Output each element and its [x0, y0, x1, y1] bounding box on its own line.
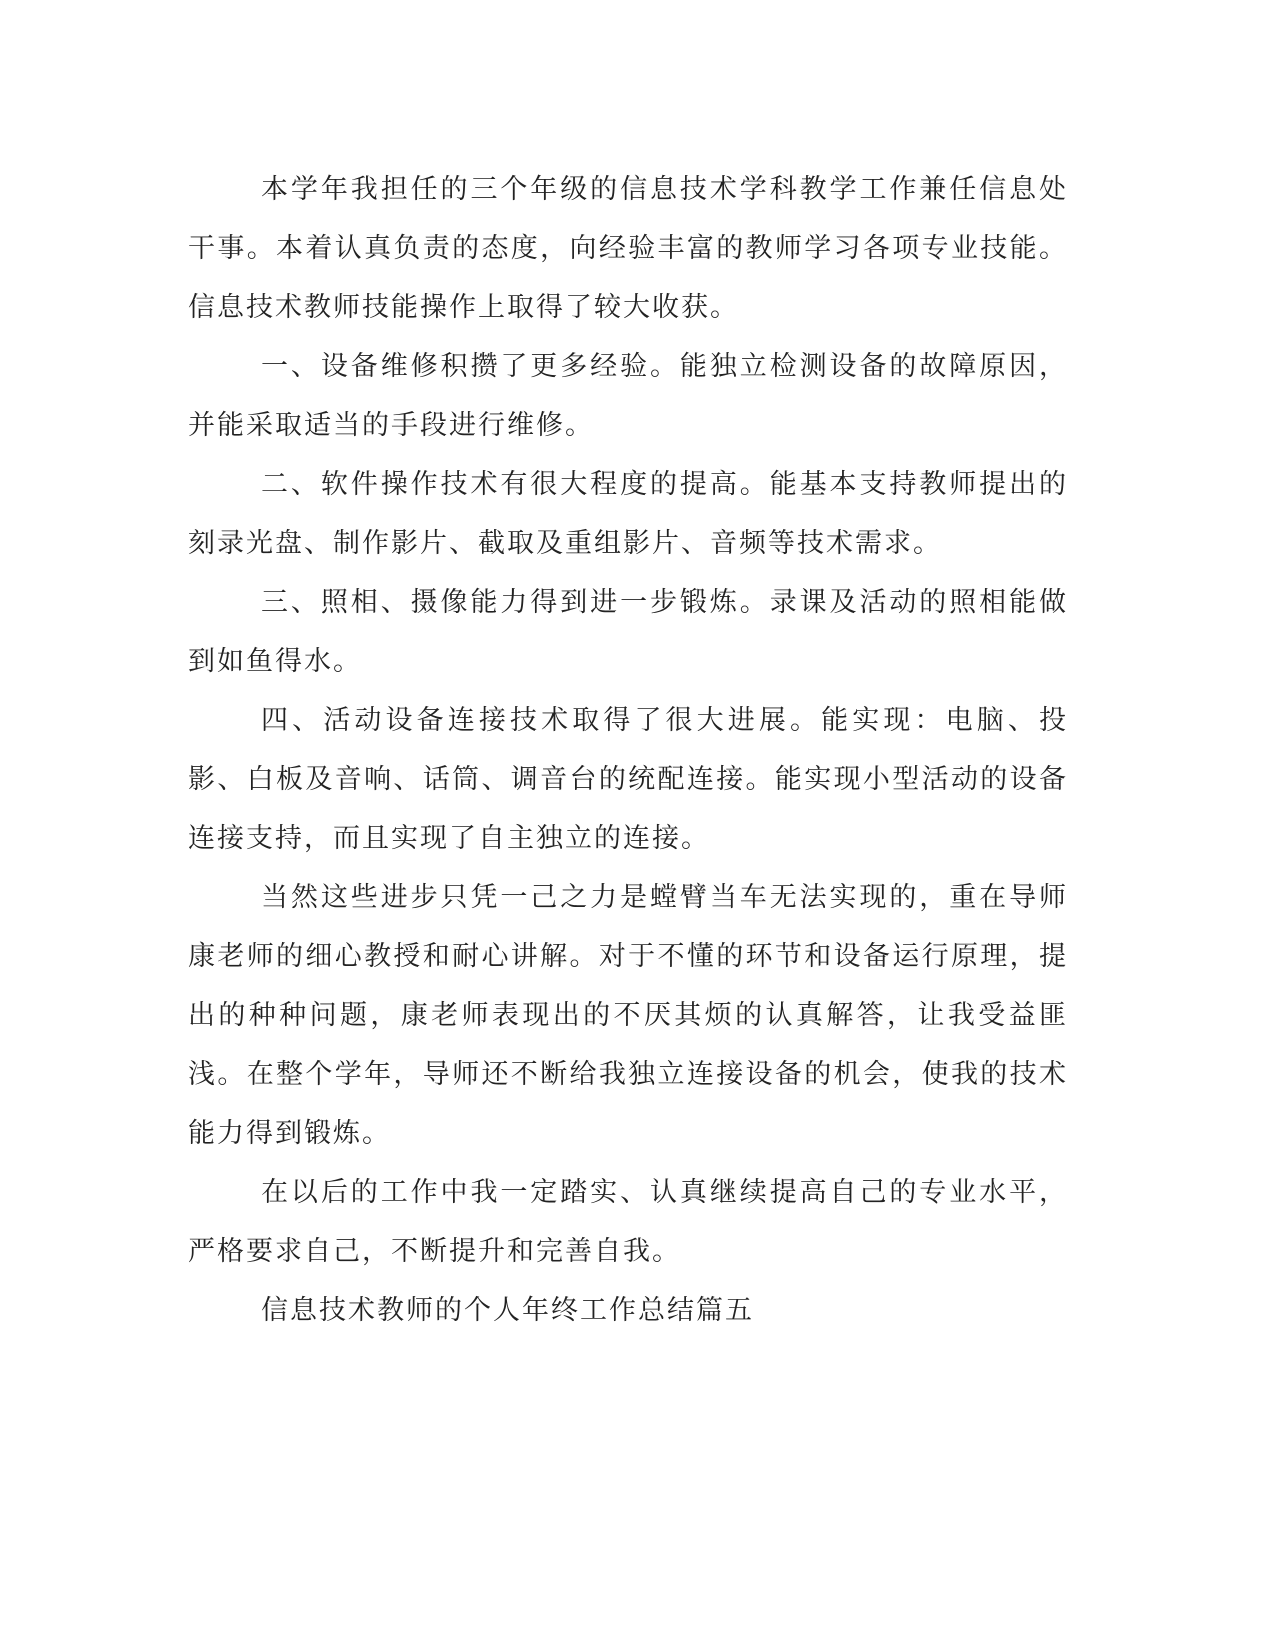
paragraph-conclusion: 在以后的工作中我一定踏实、认真继续提高自己的专业水平，严格要求自己，不断提升和完善自我。	[188, 1177, 1068, 1267]
document-body	[188, 160, 1068, 1340]
paragraph-acknowledgement: 当然这些进步只凭一己之力是螳臂当车无法实现的，重在导师康老师的细心教授和耐心讲解。对于不懂的环节和设备运行原理，提出的种种问题，康老师表现出的不厌其烦的认真解答，让我受益匪浅。在整个学年，导师还不断给我独立连接设备的机会，使我的技术能力得到锻炼。	[188, 882, 1068, 1149]
section-heading: 信息技术教师的个人年终工作总结篇五	[261, 1295, 754, 1326]
paragraph-intro: 本学年我担任的三个年级的信息技术学科教学工作兼任信息处干事。本着认真负责的态度，向经验丰富的教师学习各项专业技能。信息技术教师技能操作上取得了较大收获。	[188, 174, 1068, 323]
paragraph-item-1: 一、设备维修积攒了更多经验。能独立检测设备的故障原因，并能采取适当的手段进行维修。	[188, 351, 1068, 441]
paragraph-item-3: 三、照相、摄像能力得到进一步锻炼。录课及活动的照相能做到如鱼得水。	[188, 587, 1068, 677]
paragraph-item-4: 四、活动设备连接技术取得了很大进展。能实现：电脑、投影、白板及音响、话筒、调音台的统配连接。能实现小型活动的设备连接支持，而且实现了自主独立的连接。	[188, 705, 1068, 854]
paragraph-item-2: 二、软件操作技术有很大程度的提高。能基本支持教师提出的刻录光盘、制作影片、截取及重组影片、音频等技术需求。	[188, 469, 1068, 559]
